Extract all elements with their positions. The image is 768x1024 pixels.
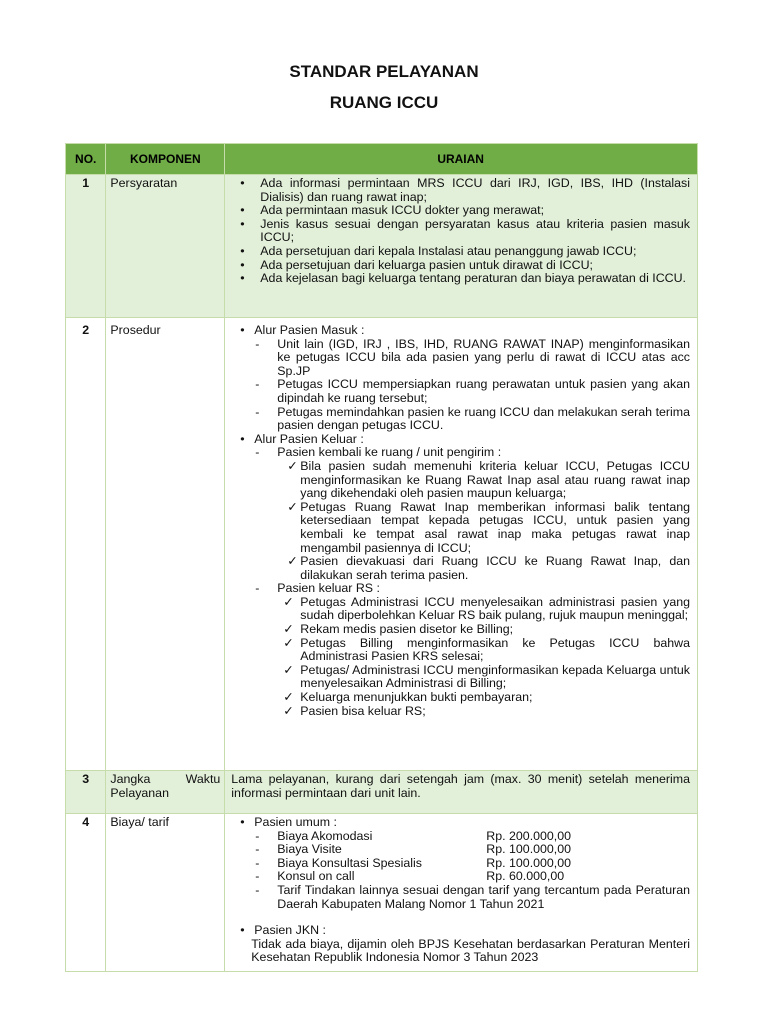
row-uraian: Lama pelayanan, kurang dari setengah jam (max. 30 menit) setelah menerima informasi permintaan dari unit lain. xyxy=(225,771,698,814)
list-item: - Pasien kembali ke ruang / unit pengirim : xyxy=(231,446,690,460)
row-komponen: Biaya/ tarif xyxy=(106,814,225,972)
list-item: • Ada persetujuan dari keluarga pasien untuk dirawat di ICCU; xyxy=(231,259,690,273)
fee-item xyxy=(231,843,690,857)
fee-value: Rp. 100.000,00 xyxy=(486,842,572,857)
list-item: - Petugas memindahkan pasien ke ruang ICCU dan melakukan serah terima pasien dengan petugas ICCU. xyxy=(231,406,690,433)
row-komponen: Jangka Waktu Pelayanan xyxy=(106,771,225,814)
fee-name: - Biaya Akomodasi xyxy=(277,828,373,843)
table-row-prosedur xyxy=(66,318,698,771)
list-item: • Jenis kasus sesuai dengan persyaratan kasus atau kriteria pasien masuk ICCU; xyxy=(231,218,690,245)
fee-value: Rp. 100.000,00 xyxy=(486,855,572,870)
fee-name: - Biaya Visite xyxy=(277,842,342,857)
document-title: STANDAR PELAYANAN xyxy=(289,62,479,81)
list-item: • Ada permintaan masuk ICCU dokter yang merawat; xyxy=(231,204,690,218)
list-item: • Ada informasi permintaan MRS ICCU dari IRJ, IGD, IBS, IHD (Instalasi Dialisis) dan ruang rawat inap; xyxy=(231,177,690,204)
list-item: • Ada kejelasan bagi keluarga tentang peraturan dan biaya perawatan di ICCU. xyxy=(231,272,690,286)
list-item: • Ada persetujuan dari kepala Instalasi atau penanggung jawab ICCU; xyxy=(231,245,690,259)
fee-name: - Konsul on call xyxy=(277,869,355,884)
row-komponen: Persyaratan xyxy=(106,175,225,318)
list-item: • Alur Pasien Masuk : xyxy=(231,324,690,338)
row-number: 3 xyxy=(66,771,106,814)
table-row-jangka-waktu xyxy=(66,771,698,814)
check-item: ✓ Petugas Ruang Rawat Inap memberikan informasi balik tentang ketersediaan tempat kepada petugas ICCU, untuk pasien yang kembali ke tempat asal rawat inap maka petugas rawat inap mengambil pasiennya di ICCU; xyxy=(231,501,690,555)
check-item: ✓ Keluarga menunjukkan bukti pembayaran; xyxy=(231,691,690,705)
header-no: NO. xyxy=(66,144,106,175)
check-item: ✓ Pasien bisa keluar RS; xyxy=(231,705,690,719)
check-item: ✓ Rekam medis pasien disetor ke Billing; xyxy=(231,623,690,637)
header-komponen: KOMPONEN xyxy=(106,144,225,175)
jkn-text: Tidak ada biaya, dijamin oleh BPJS Kesehatan berdasarkan Peraturan Menteri Kesehatan Republik Indonesia Nomor 3 Tahun 2023 xyxy=(251,936,690,965)
check-item: ✓ Petugas Administrasi ICCU menyelesaikan administrasi pasien yang sudah diperbolehkan Keluar RS baik pulang, rujuk maupun meninggal; xyxy=(231,596,690,623)
list-item: • Alur Pasien Keluar : xyxy=(231,433,690,447)
row-uraian xyxy=(225,814,698,972)
row-komponen: Prosedur xyxy=(106,318,225,771)
table-header-row xyxy=(66,144,698,175)
list-item: - Tarif Tindakan lainnya sesuai dengan tarif yang tercantum pada Peraturan Daerah Kabupaten Malang Nomor 1 Tahun 2021 xyxy=(231,884,690,911)
check-item: ✓ Petugas/ Administrasi ICCU menginformasikan kepada Keluarga untuk menyelesaikan Administrasi di Billing; xyxy=(231,664,690,691)
fee-name: - Biaya Konsultasi Spesialis xyxy=(277,855,422,870)
document-subtitle: RUANG ICCU xyxy=(329,93,439,112)
list-item: - Petugas ICCU mempersiapkan ruang perawatan untuk pasien yang akan dipindah ke ruang tersebut; xyxy=(231,378,690,405)
row-uraian xyxy=(225,318,698,771)
row-uraian xyxy=(225,175,698,318)
list-item: - Pasien keluar RS : xyxy=(231,582,690,596)
fee-value: Rp. 60.000,00 xyxy=(486,869,565,884)
row-number: 4 xyxy=(66,814,106,972)
fee-item xyxy=(231,870,690,884)
check-item: ✓ Bila pasien sudah memenuhi kriteria keluar ICCU, Petugas ICCU menginformasikan ke Ruang Rawat Inap asal atau ruang rawat inap yang dikehendaki oleh pasien maupun keluarga; xyxy=(231,460,690,501)
header-uraian: URAIAN xyxy=(225,144,698,175)
table-row-biaya xyxy=(66,814,698,972)
fee-value: Rp. 200.000,00 xyxy=(486,828,572,843)
list-item: • Pasien JKN : xyxy=(231,924,690,938)
row-number: 2 xyxy=(66,318,106,771)
table-row-persyaratan xyxy=(66,175,698,318)
fee-item xyxy=(231,830,690,844)
check-item: ✓ Pasien dievakuasi dari Ruang ICCU ke Ruang Rawat Inap, dan dilakukan serah terima pasien. xyxy=(231,555,690,582)
fee-item xyxy=(231,857,690,871)
list-item: • Pasien umum : xyxy=(231,816,690,830)
service-standard-table xyxy=(65,143,698,972)
list-item: - Unit lain (IGD, IRJ , IBS, IHD, RUANG RAWAT INAP) menginformasikan ke petugas ICCU bila ada pasien yang perlu di rawat di ICCU atas acc Sp.JP xyxy=(231,338,690,379)
row-number: 1 xyxy=(66,175,106,318)
check-item: ✓ Petugas Billing menginformasikan ke Petugas ICCU bahwa Administrasi Pasien KRS selesai; xyxy=(231,637,690,664)
